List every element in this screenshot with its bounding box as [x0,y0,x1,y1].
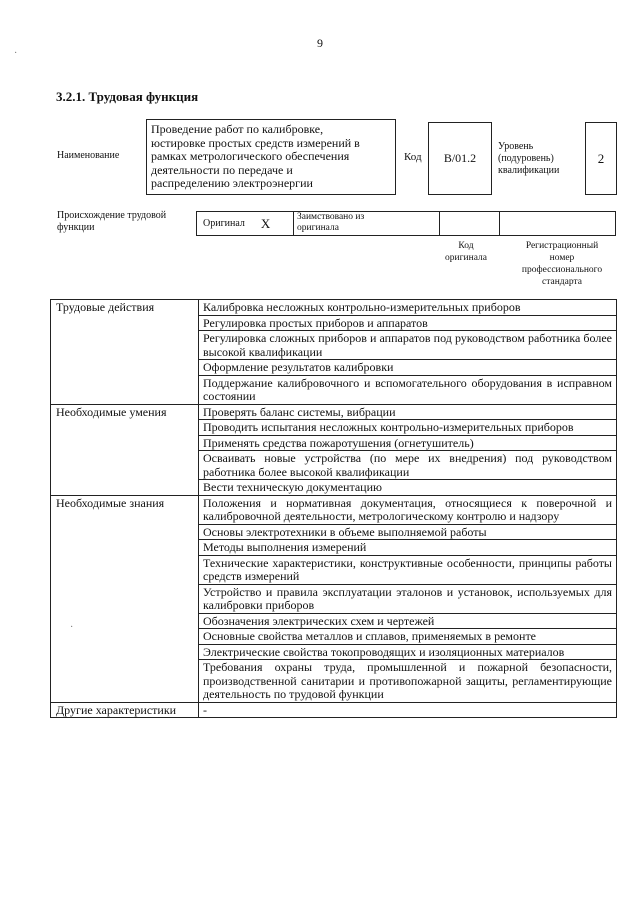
level-label-line: квалификации [498,165,560,176]
characteristics-table [50,299,617,718]
registration-number-cell [500,212,615,235]
original-code-cell [440,212,500,235]
item-cell: - [199,702,617,718]
item-cell: Калибровка несложных контрольно-измерительных приборов [199,300,617,316]
level-label-line: Уровень [498,141,534,152]
level-label-line: (подуровень) [498,153,554,164]
function-name-line: рамках метрологического обеспечения [151,149,350,163]
caption-line: профессионального [521,265,603,275]
table-row [51,702,617,718]
function-name-line: деятельности по передаче и [151,162,293,177]
original-code-caption [438,240,494,264]
category-cell: Другие характеристики [51,702,199,718]
characteristics-table-body [51,300,617,718]
caption-line: оригинала [445,253,487,263]
code-label: Код [404,151,422,163]
item-cell: Обозначения электрических схем и чертежей [199,613,617,629]
registration-number-caption [506,240,618,288]
caption-line: Код [458,241,474,251]
origin-label [57,210,166,234]
caption-line: Регистрационный [525,241,599,251]
function-name-box [146,119,396,195]
item-cell: Основные свойства металлов и сплавов, применяемых в ремонте [199,629,617,645]
borrowed-cell [294,212,440,235]
name-label: Наименование [57,150,120,161]
origin-row [196,211,616,236]
item-cell: Вести техническую документацию [199,480,617,496]
item-cell: Регулировка простых приборов и аппаратов [199,315,617,331]
section-title: 3.2.1. Трудовая функция [56,89,199,104]
scan-speck: · [14,48,18,59]
item-cell: Оформление результатов калибровки [199,360,617,376]
item-cell: Проводить испытания несложных контрольно-измерительных приборов [199,420,617,436]
table-row [51,495,617,524]
item-cell: Методы выполнения измерений [199,540,617,556]
caption-line: стандарта [542,277,582,287]
caption-line: номер [549,253,575,263]
code-value: В/01.2 [428,122,492,195]
item-cell: Применять средства пожаротушения (огнетушитель) [199,435,617,451]
scan-speck: · [70,622,74,633]
function-name-line: юстировке простых средств измерений в [151,135,360,150]
item-cell: Основы электротехники в объеме выполняемой работы [199,524,617,540]
item-cell: Требования охраны труда, промышленной и пожарной безопасности, производственной санитарии и противопожарной защиты, регламентирующие деятельность по трудовой функции [199,660,617,703]
table-row [51,300,617,316]
item-cell: Электрические свойства токопроводящих и изоляционных материалов [199,644,617,660]
item-cell: Проверять баланс системы, вибрации [199,404,617,420]
item-cell: Поддержание калибровочного и вспомогательного оборудования в исправном состоянии [199,375,617,404]
borrowed-line: Заимствовано из [297,212,365,222]
item-cell: Положения и нормативная документация, относящиеся к поверочной и калибровочной деятельности, метрологическому контролю и надзору [199,495,617,524]
borrowed-line: оригинала [297,223,339,233]
original-mark: X [260,215,271,231]
original-cell [197,212,294,235]
table-row [51,404,617,420]
page-number: 9 [317,36,323,50]
function-name-line: Проведение работ по калибровке, [151,122,324,136]
item-cell: Устройство и правила эксплуатации эталонов и установок, используемых для калибровки приборов [199,584,617,613]
item-cell: Регулировка сложных приборов и аппаратов под руководством работника более высокой квалификации [199,331,617,360]
qualification-level-label [498,141,559,177]
item-cell: Осваивать новые устройства (по мере их внедрения) под руководством работника более высокой квалификации [199,451,617,480]
category-cell: Трудовые действия [51,300,199,405]
origin-label-line: функции [57,222,95,233]
item-cell: Технические характеристики, конструктивные особенности, принципы работы средств измерений [199,555,617,584]
origin-label-line: Происхождение трудовой [57,210,167,221]
original-label: Оригинал [203,217,245,229]
function-name-line: распределению электроэнергии [151,176,313,190]
qualification-level-value: 2 [585,122,617,195]
category-cell: Необходимые умения [51,404,199,495]
category-cell: Необходимые знания [51,495,199,702]
